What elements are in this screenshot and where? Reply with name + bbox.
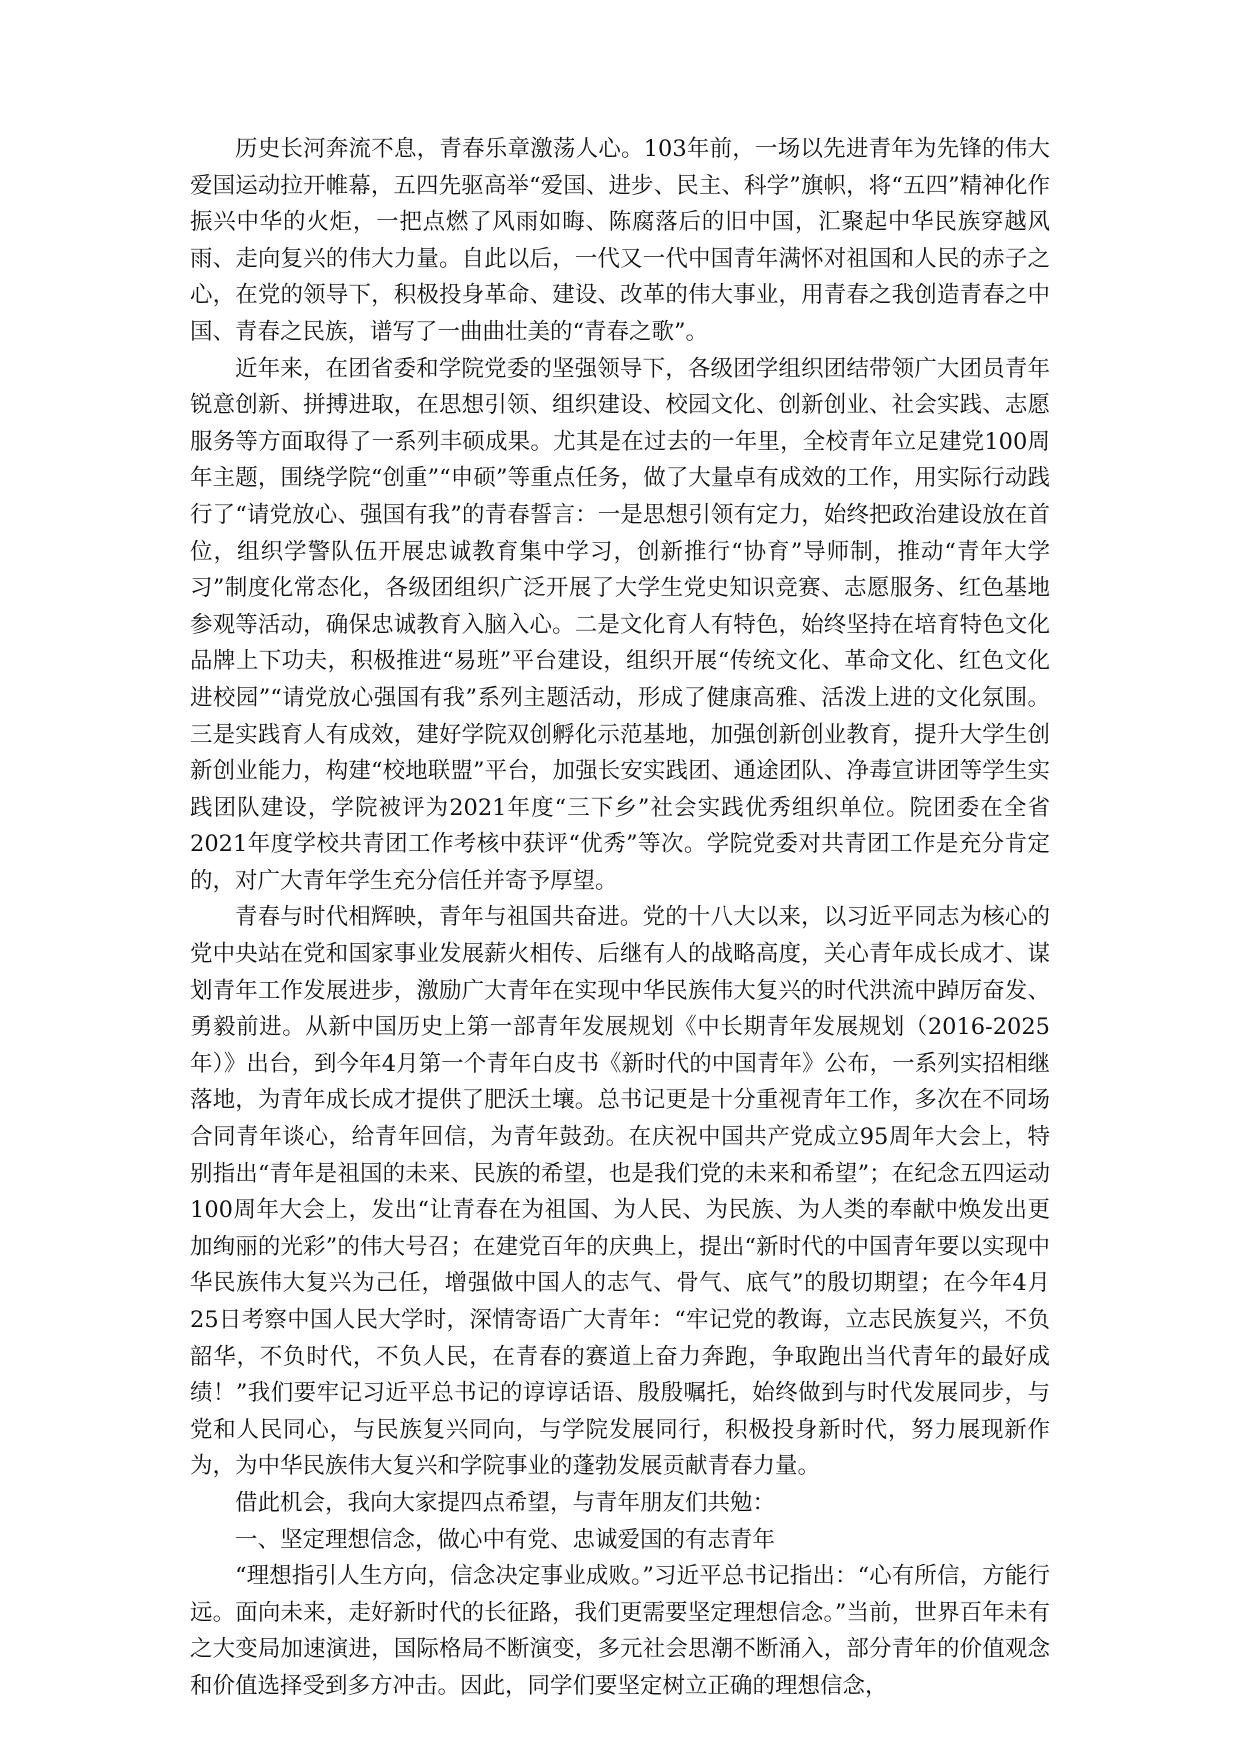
- document-page: [190, 131, 1050, 1705]
- paragraph-achievements: 近年来，在团省委和学院党委的坚强领导下，各级团学组织团结带领广大团员青年锐意创新、拼搏进取，在思想引领、组织建设、校园文化、创新创业、社会实践、志愿服务等方面取得了一系列丰硕成果。尤其是在过去的一年里，全校青年立足建党100周年主题，围绕学院“创重”“申硕”等重点任务，做了大量卓有成效的工作，用实际行动践行了“请党放心、强国有我”的青春誓言：一是思想引领有定力，始终把政治建设放在首位，组织学警队伍开展忠诚教育集中学习，创新推行“协育”导师制，推动“青年大学习”制度化常态化，各级团组织广泛开展了大学生党史知识竞赛、志愿服务、红色基地参观等活动，确保忠诚教育入脑入心。二是文化育人有特色，始终坚持在培育特色文化品牌上下功夫，积极推进“易班”平台建设，组织开展“传统文化、革命文化、红色文化进校园”“请党放心强国有我”系列主题活动，形成了健康高雅、活泼上进的文化氛围。三是实践育人有成效，建好学院双创孵化示范基地，加强创新创业教育，提升大学生创新创业能力，构建“校地联盟”平台，加强长安实践团、通途团队、净毒宣讲团等学生实践团队建设，学院被评为2021年度“三下乡”社会实践优秀组织单位。院团委在全省2021年度学校共青团工作考核中获评“优秀”等次。学院党委对共青团工作是充分肯定的，对广大青年学生充分信任并寄予厚望。: [190, 355, 1050, 894]
- paragraph-history: 历史长河奔流不息，青春乐章激荡人心。103年前，一场以先进青年为先锋的伟大爱国运动拉开帷幕，五四先驱高举“爱国、进步、民主、科学”旗帜，将“五四”精神化作振兴中华的火炬，一把点燃了风雨如晦、陈腐落后的旧中国，汇聚起中华民族穿越风雨、走向复兴的伟大力量。自此以后，一代又一代中国青年满怀对祖国和人民的赤子之心，在党的领导下，积极投身革命、建设、改革的伟大事业，用青春之我创造青春之中国、青春之民族，谱写了一曲曲壮美的“青春之歌”。: [190, 136, 1050, 345]
- paragraph-era: 青春与时代相辉映，青年与祖国共奋进。党的十八大以来，以习近平同志为核心的党中央站在党和国家事业发展薪火相传、后继有人的战略高度，关心青年成长成才、谋划青年工作发展进步，激励广大青年在实现中华民族伟大复兴的时代洪流中踔厉奋发、勇毅前进。从新中国历史上第一部青年发展规划《中长期青年发展规划（2016-2025年）》出台，到今年4月第一个青年白皮书《新时代的中国青年》公布，一系列实招相继落地，为青年成长成才提供了肥沃土壤。总书记更是十分重视青年工作，多次在不同场合同青年谈心，给青年回信，为青年鼓劲。在庆祝中国共产党成立95周年大会上，特别指出“青年是祖国的未来、民族的希望，也是我们党的未来和希望”；在纪念五四运动100周年大会上，发出“让青春在为祖国、为人民、为民族、为人类的奉献中焕发出更加绚丽的光彩”的伟大号召；在建党百年的庆典上，提出“新时代的中国青年要以实现中华民族伟大复兴为己任，增强做中国人的志气、骨气、底气”的殷切期望；在今年4月25日考察中国人民大学时，深情寄语广大青年：“牢记党的教诲，立志民族复兴，不负韶华，不负时代，不负人民，在青春的赛道上奋力奔跑，争取跑出当代青年的最好成绩！”我们要牢记习近平总书记的谆谆话语、殷殷嘱托，始终做到与时代发展同步，与党和人民同心，与民族复兴同向，与学院发展同行，积极投身新时代，努力展现新作为，为中华民族伟大复兴和学院事业的蓬勃发展贡献青春力量。: [190, 904, 1050, 1480]
- paragraph-hopes-intro: 借此机会，我向大家提四点希望，与青年朋友们共勉：: [235, 1489, 776, 1516]
- paragraph-ideals: “理想指引人生方向，信念决定事业成败。”习近平总书记指出：“心有所信，方能行远。面向未来，走好新时代的长征路，我们更需要坚定理想信念。”当前，世界百年未有之大变局加速演进，国际格局不断演变，多元社会思潮不断涌入，部分青年的价值观念和价值选择受到多方冲击。因此，同学们要坚定树立正确的理想信念，: [190, 1563, 1050, 1699]
- section-heading-1: 一、坚定理想信念，做心中有党、忠诚爱国的有志青年: [235, 1526, 776, 1553]
